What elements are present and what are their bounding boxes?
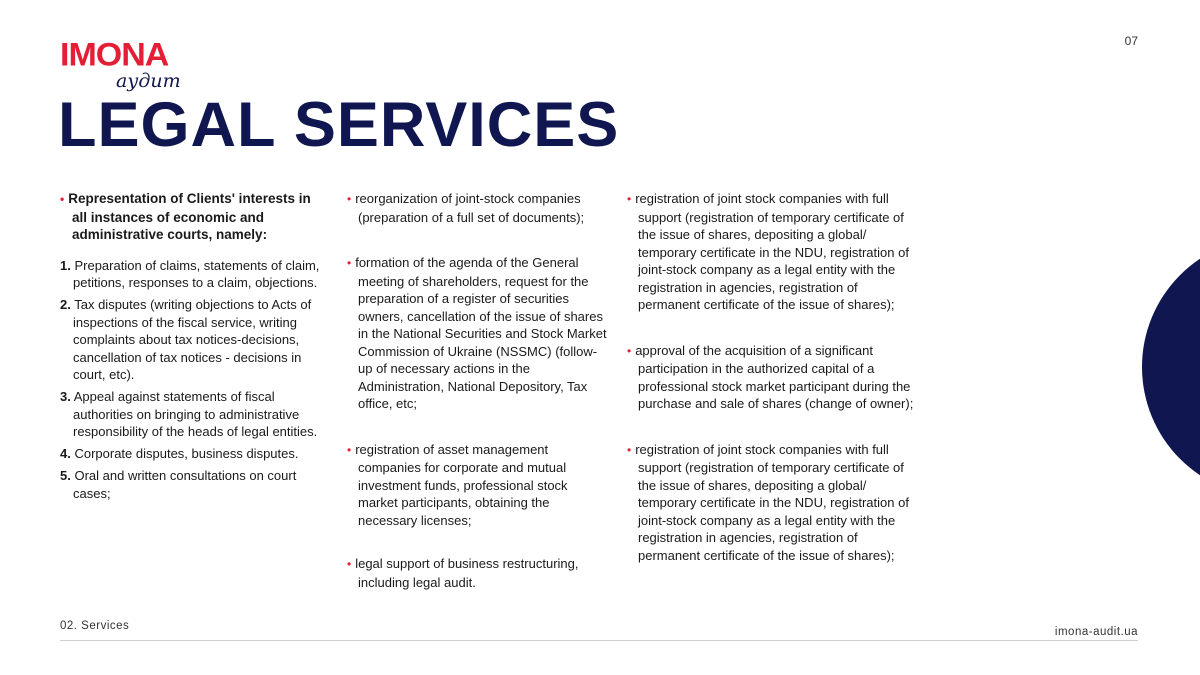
page-title: LEGAL SERVICES [58,90,620,160]
column-court-representation [60,190,320,507]
item-text: Preparation of claims, statements of claim, petitions, responses to a claim, objections. [73,257,320,290]
item-text: formation of the agenda of the General meeting of shareholders, request for the preparation of a register of securities owners, cancellation of the issue of shares in the National Securities and Stock Market Commission of Ukraine (NSSMC) (follow-up of necessary actions in the Administration, National Depository, Tax office, etc; [355,255,607,411]
column-corporate-services [347,190,607,591]
list-item [347,555,607,591]
item-text: Tax disputes (writing objections to Acts of inspections of the fiscal service, writing complaints about tax notices-decisions, cancellation of tax notices - decisions in court, etc). [73,297,312,382]
item-text: registration of joint stock companies with full support (registration of temporary certificate of the issue of shares, depositing a global/ temporary certificate in the NDU, registration of joint-stock company as a legal entity with the registration in agencies, registration of permanent certificate of the issue of shares); [635,441,909,563]
item-number: 4. [60,446,71,461]
item-number: 2. [60,297,71,312]
footer-website: imona-audit.ua [1054,626,1138,638]
item-text: approval of the acquisition of a significant participation in the authorized capital of a professional stock market participant during the purchase and sale of shares (change of owner); [635,342,914,411]
column1-heading [60,190,320,244]
item-number: 3. [60,389,71,404]
decorative-circle [1142,237,1200,497]
item-text: legal support of business restructuring, including legal audit. [355,556,579,590]
logo-wordmark: IMONA [60,37,169,74]
list-item [60,467,320,502]
page-number: 07 [1124,34,1138,48]
item-text: registration of joint stock companies with full support (registration of temporary certificate of the issue of shares, depositing a global/ temporary certificate in the NDU, registration of joint-stock company as a legal entity with the registration in agencies, registration of permanent certificate of the issue of shares); [635,191,909,312]
list-item [60,296,320,384]
company-logo [60,37,190,92]
list-item [627,441,922,565]
item-text: reorganization of joint-stock companies (preparation of a full set of documents); [355,191,585,225]
list-item [60,445,320,463]
bullet-icon: • [627,343,632,358]
bullet-icon: • [627,192,632,206]
footer-divider [60,640,1138,641]
item-number: 5. [60,468,71,483]
bullet-icon: • [347,442,352,457]
list-item [60,257,320,292]
list-item [347,441,607,530]
item-text: registration of asset management companies for corporate and mutual investment funds, professional stock market participants, obtaining the necessary licenses; [355,441,568,528]
bullet-icon: • [60,192,65,206]
list-item [347,190,607,226]
list-item [627,342,922,413]
bullet-icon: • [347,192,352,206]
list-item [347,254,607,413]
bullet-icon: • [347,256,352,270]
list-item [60,388,320,441]
item-number: 1. [60,257,71,273]
bullet-icon: • [627,442,632,457]
column-registration-services [627,190,922,592]
column1-heading-text: Representation of Clients' interests in all instances of economic and administrative courts, namely: [68,191,311,242]
logo-subtitle: аудит [116,70,181,92]
item-text: Corporate disputes, business disputes. [74,446,299,461]
bullet-icon: • [347,557,352,571]
list-item [627,190,922,314]
footer-section-label: 02. Services [60,620,130,632]
item-text: Appeal against statements of fiscal authorities on bringing to administrative responsibility of the heads of legal entities. [73,389,318,439]
item-text: Oral and written consultations on court cases; [73,468,297,501]
